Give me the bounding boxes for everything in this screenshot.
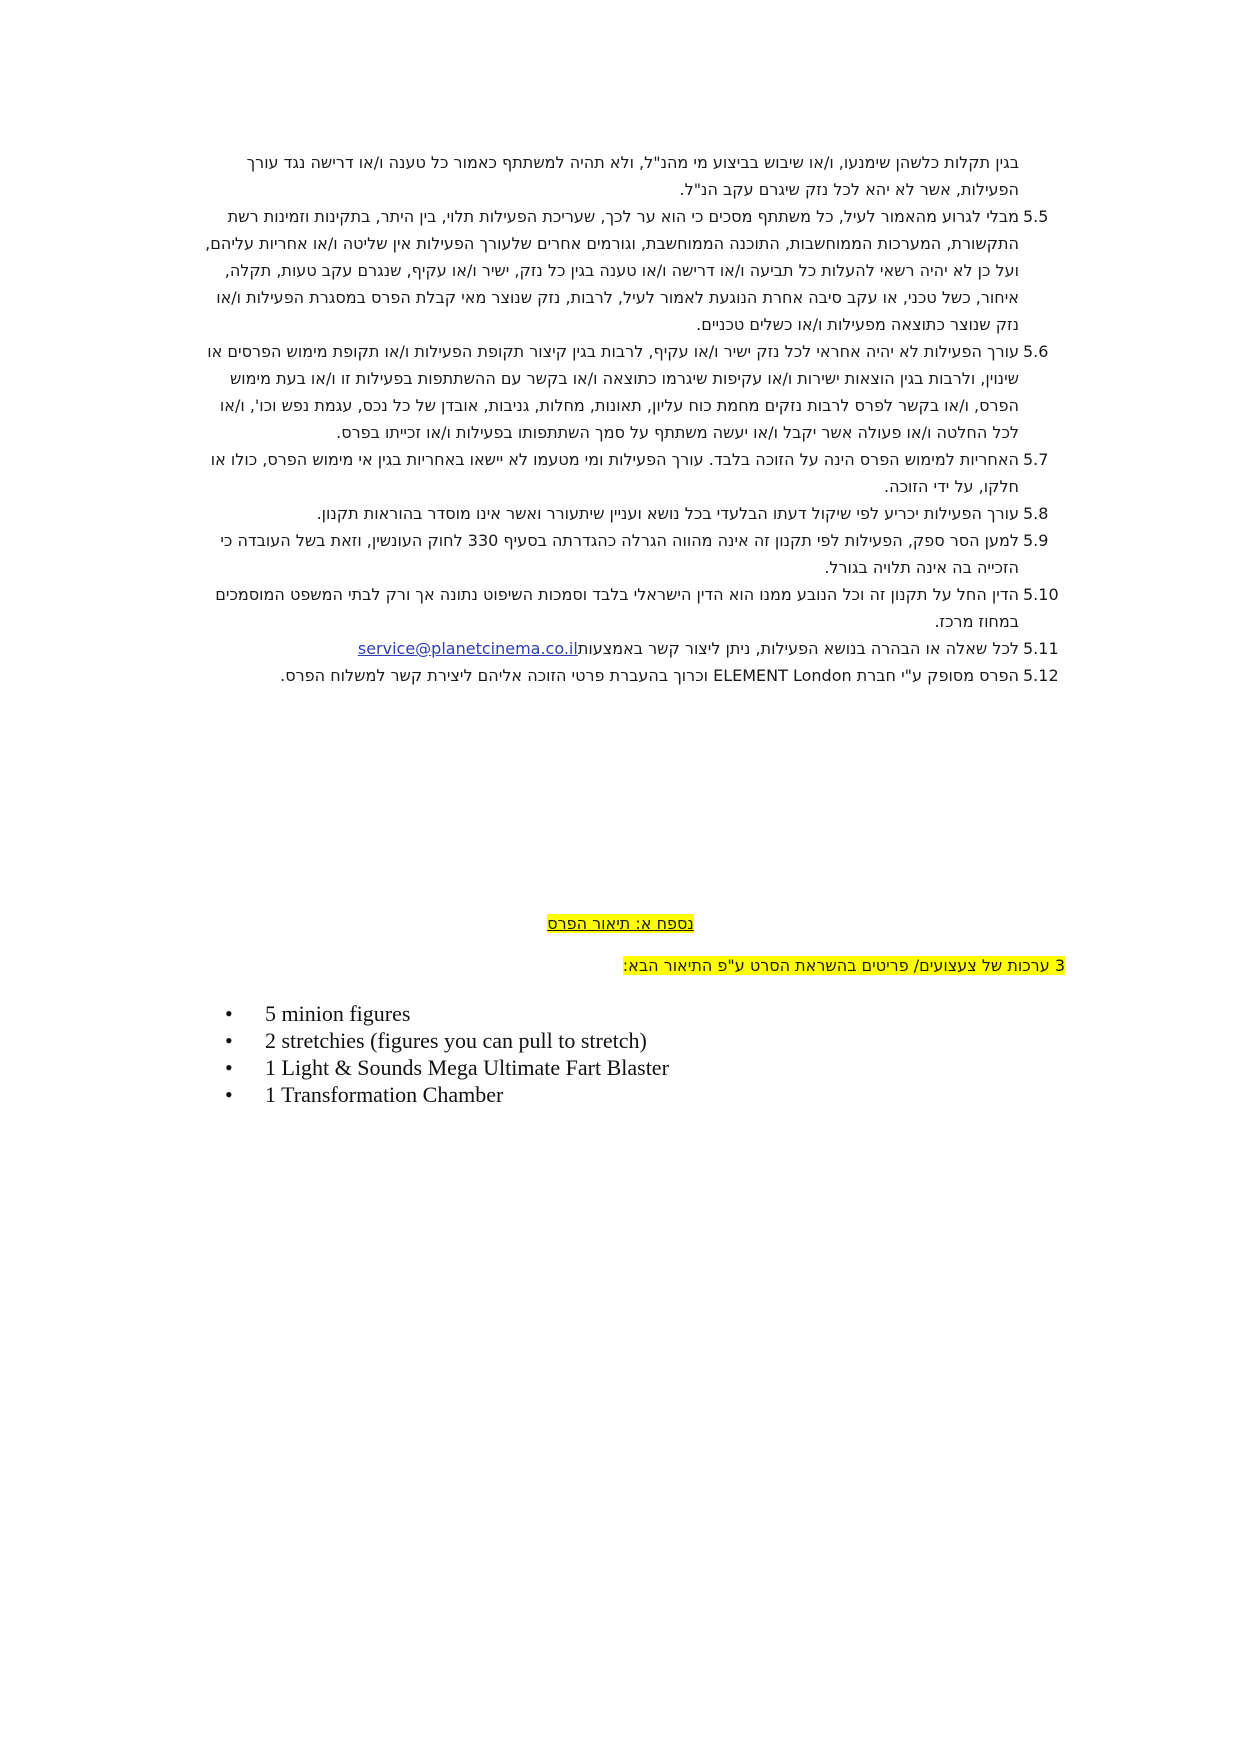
clause-number: 5.10 [1023,585,1059,604]
clause-number: 5.11 [1023,639,1059,658]
appendix-subtitle: 3 ערכות של צעצועים/ פריטים בהשראת הסרט ע"פ התיאור הבא: [622,956,1065,975]
clause-5-11 [179,635,1059,662]
clause-text: למען הסר ספק, הפעילות לפי תקנון זה אינה מהווה הגרלה כהגדרתה בסעיף 330 לחוק העונשין, וזאת בשל העובדה כי הזכייה בה אינה תלויה בגורל. [220,531,1019,577]
bullet-icon: • [225,1001,233,1026]
bullet-icon: • [225,1055,233,1080]
list-item-text: 1 Light & Sounds Mega Ultimate Fart Blaster [265,1055,669,1080]
appendix-subtitle-row [545,956,1065,975]
clause-number: 5.5 [1023,207,1049,226]
clause-number: 5.8 [1023,504,1049,523]
terms-clauses [179,149,1059,689]
clause-5-10 [179,581,1059,635]
list-item-text: 1 Transformation Chamber [265,1082,504,1107]
bullet-icon: • [225,1028,233,1053]
list-item [225,1081,669,1108]
clause-text: הדין החל על תקנון זה וכל הנובע ממנו הוא הדין הישראלי בלבד וסמכות השיפוט נתונה אך ורק לבתי המשפט המוסמכים במחוז מרכז. [215,585,1019,631]
prize-list [225,1000,669,1108]
clause-5-8 [179,500,1049,527]
list-item [225,1000,669,1027]
clause-number: 5.12 [1023,666,1059,685]
appendix-title: נספח א: תיאור הפרס [547,914,694,933]
clause-5-6 [179,338,1049,446]
clause-text-part: לכל שאלה או הבהרה בנושא הפעילות, ניתן ליצור קשר באמצעות [577,639,1019,658]
service-email-link[interactable]: service@planetcinema.co.il [357,639,578,658]
clause-5-9 [179,527,1049,581]
clause-5-7 [179,446,1049,500]
clause-5-5 [179,203,1049,338]
list-item [225,1054,669,1081]
list-item-text: 2 stretchies (figures you can pull to stretch) [265,1028,647,1053]
clause-number: 5.6 [1023,342,1049,361]
clause-number: 5.9 [1023,531,1049,550]
clause-number: 5.7 [1023,450,1049,469]
clause-text: האחריות למימוש הפרס הינה על הזוכה בלבד. עורך הפעילות ומי מטעמו לא יישאו באחריות בגין אי מימוש הפרס, כולו או חלקו, על ידי הזוכה. [210,450,1019,496]
clause-text: בגין תקלות כלשהן שימנעו, ו/או שיבוש בביצוע מי מהנ"ל, ולא תהיה למשתתף כאמור כל טענה ו/או דרישה נגד עורך הפעילות, אשר לא יהא לכל נזק שיגרם עקב הנ"ל. [246,153,1019,199]
clause-text: מבלי לגרוע מהאמור לעיל, כל משתתף מסכים כי הוא ער לכך, שעריכת הפעילות תלוי, בין היתר, בתקינות וזמינות רשת התקשורת, המערכות הממוחשבות, התוכנה הממוחשבת, וגורמים אחרים שלעורך הפעילות אין שליטה ו/או אחריות עליהם, ועל כן לא יהיה רשאי להעלות כל תביעה ו/או דרישה ו/או טענה בגין כל נזק, ישיר ו/או עקיף, שנגרם עקב טעות, תקלה, איחור, כשל טכני, או עקב סיבה אחרת הנוגעת לאמור לעיל, לרבות, נזק שנוצר מאי קבלת הפרס במסגרת הפעילות ו/או נזק שנוצר כתוצאה מפעילות ו/או כשלים טכניים. [205,207,1019,334]
bullet-icon: • [225,1082,233,1107]
list-item [225,1027,669,1054]
clause-text: עורך הפעילות לא יהיה אחראי לכל נזק ישיר ו/או עקיף, לרבות בגין קיצור תקופת הפעילות ו/או תקופת מימוש הפרסים או שינוין, ולרבות בגין הוצאות ישירות ו/או עקיפות שיגרמו כתוצאה ו/או בקשר עם ההשתתפות בפעילות זו ו/או בעת מימוש הפרס, ו/או בקשר לפרס לרבות נזקים מחמת כוח עליון, תאונות, מחלות, גניבות, אובדן של כל נכס, עגמת נפש וכו', ו/או לכל החלטה ו/או פעולה אשר יקבל ו/או יעשה משתתף על סמך השתתפותו בפעילות ו/או זכייתו בפרס. [207,342,1019,442]
clause-text [199,635,1019,662]
appendix-title-row [0,914,1241,933]
clause-text: הפרס מסופק ע"י חברת ELEMENT London וכרוך בהעברת פרטי הזוכה אליהם ליצירת קשר למשלוח הפרס. [280,666,1019,685]
clause-continuation [179,149,1019,203]
clause-5-12 [179,662,1059,689]
clause-text: עורך הפעילות יכריע לפי שיקול דעתו הבלעדי בכל נושא ועניין שיתעורר ואשר אינו מוסדר בהוראות תקנון. [316,504,1019,523]
list-item-text: 5 minion figures [265,1001,411,1026]
